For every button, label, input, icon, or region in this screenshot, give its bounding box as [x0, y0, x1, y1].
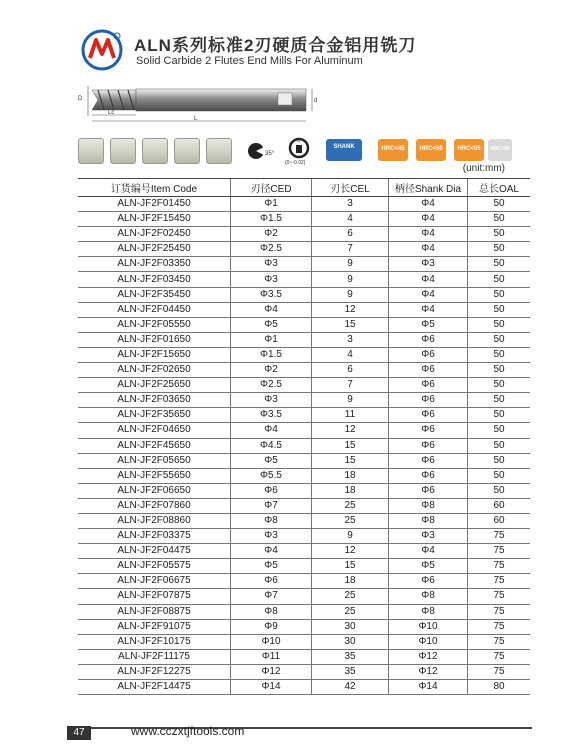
- cell-item-code: ALN-JF2F04475: [78, 544, 231, 559]
- side-milling-icon: [78, 138, 104, 164]
- table-row: [78, 664, 530, 679]
- cell-ced: Φ1: [231, 197, 312, 212]
- cell-shank-dia: Φ4: [389, 302, 468, 317]
- cell-item-code: ALN-JF2F03375: [78, 529, 231, 544]
- cell-item-code: ALN-JF2F35450: [78, 287, 231, 302]
- cell-oal: 50: [468, 408, 531, 423]
- cell-cel: 25: [312, 498, 389, 513]
- cell-oal: 75: [468, 604, 531, 619]
- cell-cel: 12: [312, 423, 389, 438]
- cell-shank-dia: Φ6: [389, 483, 468, 498]
- cell-oal: 50: [468, 378, 531, 393]
- cell-item-code: ALN-JF2F55650: [78, 468, 231, 483]
- cell-cel: 18: [312, 468, 389, 483]
- helix-angle-icon: [246, 138, 276, 164]
- cell-item-code: ALN-JF2F01650: [78, 332, 231, 347]
- cell-item-code: ALN-JF2F04450: [78, 302, 231, 317]
- cell-ced: Φ5: [231, 559, 312, 574]
- table-row: [78, 287, 530, 302]
- cell-shank-dia: Φ8: [389, 589, 468, 604]
- cell-item-code: ALN-JF2F05575: [78, 559, 231, 574]
- cell-ced: Φ11: [231, 649, 312, 664]
- cell-oal: 50: [468, 302, 531, 317]
- table-row: [78, 513, 530, 528]
- cell-ced: Φ3: [231, 529, 312, 544]
- cell-item-code: ALN-JF2F02650: [78, 363, 231, 378]
- cell-item-code: ALN-JF2F07860: [78, 498, 231, 513]
- cell-cel: 15: [312, 317, 389, 332]
- cell-shank-dia: Φ6: [389, 393, 468, 408]
- cell-cel: 18: [312, 483, 389, 498]
- cell-shank-dia: Φ4: [389, 544, 468, 559]
- cell-ced: Φ4: [231, 544, 312, 559]
- table-row: [78, 257, 530, 272]
- table-row: [78, 498, 530, 513]
- cell-item-code: ALN-JF2F05650: [78, 453, 231, 468]
- cell-oal: 50: [468, 197, 531, 212]
- cell-item-code: ALN-JF2F15650: [78, 347, 231, 362]
- cell-ced: Φ1: [231, 332, 312, 347]
- cell-ced: Φ3.5: [231, 408, 312, 423]
- cell-cel: 15: [312, 438, 389, 453]
- table-row: [78, 604, 530, 619]
- cell-ced: Φ4: [231, 302, 312, 317]
- cell-oal: 60: [468, 513, 531, 528]
- cell-ced: Φ14: [231, 680, 312, 695]
- cell-shank-dia: Φ4: [389, 287, 468, 302]
- oal-label: L: [194, 116, 198, 122]
- cell-oal: 60: [468, 498, 531, 513]
- svg-text:35°: 35°: [265, 151, 275, 157]
- cell-oal: 50: [468, 272, 531, 287]
- cell-oal: 75: [468, 559, 531, 574]
- cell-ced: Φ5: [231, 317, 312, 332]
- cell-ced: Φ1.5: [231, 347, 312, 362]
- cell-shank-dia: Φ6: [389, 468, 468, 483]
- cell-cel: 4: [312, 212, 389, 227]
- cell-shank-dia: Φ6: [389, 453, 468, 468]
- cell-cel: 15: [312, 453, 389, 468]
- cell-shank-dia: Φ10: [389, 634, 468, 649]
- cell-cel: 9: [312, 393, 389, 408]
- cell-oal: 50: [468, 212, 531, 227]
- cell-shank-dia: Φ4: [389, 212, 468, 227]
- table-row: [78, 197, 530, 212]
- cell-oal: 50: [468, 242, 531, 257]
- cell-shank-dia: Φ6: [389, 574, 468, 589]
- table-row: [78, 589, 530, 604]
- cell-shank-dia: Φ6: [389, 332, 468, 347]
- cell-shank-dia: Φ14: [389, 680, 468, 695]
- cell-cel: 9: [312, 257, 389, 272]
- cell-shank-dia: Φ3: [389, 529, 468, 544]
- table-row: [78, 332, 530, 347]
- cell-cel: 30: [312, 619, 389, 634]
- table-row: [78, 529, 530, 544]
- svg-text:d: d: [297, 138, 300, 144]
- cell-item-code: ALN-JF2F10175: [78, 634, 231, 649]
- cell-cel: 6: [312, 227, 389, 242]
- table-row: [78, 317, 530, 332]
- cell-item-code: ALN-JF2F35650: [78, 408, 231, 423]
- cell-ced: Φ8: [231, 604, 312, 619]
- cell-oal: 75: [468, 634, 531, 649]
- cell-shank-dia: Φ5: [389, 559, 468, 574]
- cell-cel: 12: [312, 302, 389, 317]
- table-row: [78, 227, 530, 242]
- table-row: [78, 408, 530, 423]
- cell-item-code: ALN-JF2F05550: [78, 317, 231, 332]
- page-subtitle: Solid Carbide 2 Flutes End Mills For Aluminum: [136, 55, 363, 67]
- cell-ced: Φ6: [231, 574, 312, 589]
- svg-text:HRC<50: HRC<50: [419, 146, 443, 152]
- cell-item-code: ALN-JF2F03350: [78, 257, 231, 272]
- table-row: [78, 680, 530, 695]
- shank-logo-mark: [278, 93, 292, 105]
- col-item-code: 订货编号Item Code: [78, 179, 231, 197]
- brand-logo: [80, 28, 124, 72]
- cell-item-code: ALN-JF2F07875: [78, 589, 231, 604]
- cell-oal: 50: [468, 363, 531, 378]
- cell-ced: Φ3: [231, 393, 312, 408]
- cell-ced: Φ12: [231, 664, 312, 679]
- cell-cel: 3: [312, 332, 389, 347]
- cell-shank-dia: Φ6: [389, 438, 468, 453]
- cell-shank-dia: Φ10: [389, 619, 468, 634]
- cell-cel: 25: [312, 604, 389, 619]
- table-row: [78, 272, 530, 287]
- cell-oal: 50: [468, 257, 531, 272]
- cell-oal: 80: [468, 680, 531, 695]
- shank-dia-label: d: [314, 98, 318, 104]
- cell-oal: 50: [468, 423, 531, 438]
- cell-shank-dia: Φ6: [389, 378, 468, 393]
- page-title: ALN系列标准2刃硬质合金铝用铣刀: [134, 36, 417, 55]
- table-row: [78, 242, 530, 257]
- cell-cel: 25: [312, 589, 389, 604]
- cell-ced: Φ3: [231, 257, 312, 272]
- ced-label: D: [78, 96, 83, 102]
- cel-label: Lc: [108, 110, 115, 116]
- cell-item-code: ALN-JF2F14475: [78, 680, 231, 695]
- cell-ced: Φ9: [231, 619, 312, 634]
- hrc-badges: [322, 137, 514, 165]
- cell-ced: Φ2.5: [231, 378, 312, 393]
- spec-table: [78, 178, 530, 695]
- cell-ced: Φ8: [231, 513, 312, 528]
- cell-oal: 75: [468, 664, 531, 679]
- cell-cel: 12: [312, 544, 389, 559]
- table-row: [78, 559, 530, 574]
- cell-shank-dia: Φ4: [389, 272, 468, 287]
- cell-oal: 75: [468, 649, 531, 664]
- pocket-milling-icon: [206, 138, 232, 164]
- cell-shank-dia: Φ5: [389, 317, 468, 332]
- svg-text:SHANK: SHANK: [333, 144, 355, 150]
- cell-cel: 42: [312, 680, 389, 695]
- cell-ced: Φ4.5: [231, 438, 312, 453]
- website-url: www.cczxtjftools.com: [131, 724, 245, 738]
- table-row: [78, 378, 530, 393]
- table-header-row: [78, 179, 530, 197]
- cell-cel: 6: [312, 363, 389, 378]
- cell-oal: 50: [468, 227, 531, 242]
- cell-item-code: ALN-JF2F04650: [78, 423, 231, 438]
- cell-item-code: ALN-JF2F03450: [78, 272, 231, 287]
- cell-cel: 3: [312, 197, 389, 212]
- spec-icons-row: [78, 136, 514, 166]
- cell-shank-dia: Φ12: [389, 649, 468, 664]
- svg-text:HRC<45: HRC<45: [381, 146, 405, 152]
- cell-oal: 50: [468, 438, 531, 453]
- cell-item-code: ALN-JF2F01450: [78, 197, 231, 212]
- unit-note: (unit:mm): [462, 163, 505, 174]
- cell-cel: 9: [312, 529, 389, 544]
- svg-text:HRC<60: HRC<60: [490, 146, 510, 152]
- col-ced: 刃径CED: [231, 179, 312, 197]
- table-row: [78, 483, 530, 498]
- cell-ced: Φ5.5: [231, 468, 312, 483]
- cell-shank-dia: Φ8: [389, 513, 468, 528]
- cell-shank-dia: Φ8: [389, 498, 468, 513]
- cell-cel: 9: [312, 272, 389, 287]
- cell-cel: 25: [312, 513, 389, 528]
- cell-oal: 75: [468, 544, 531, 559]
- cell-item-code: ALN-JF2F25650: [78, 378, 231, 393]
- cell-oal: 75: [468, 589, 531, 604]
- table-row: [78, 347, 530, 362]
- table-row: [78, 544, 530, 559]
- cell-oal: 75: [468, 574, 531, 589]
- cell-oal: 50: [468, 468, 531, 483]
- cell-ced: Φ2: [231, 227, 312, 242]
- cell-item-code: ALN-JF2F15450: [78, 212, 231, 227]
- cell-oal: 50: [468, 453, 531, 468]
- cell-oal: 50: [468, 393, 531, 408]
- svg-text:(0~-0.02): (0~-0.02): [285, 160, 306, 166]
- cell-item-code: ALN-JF2F02450: [78, 227, 231, 242]
- cell-shank-dia: Φ6: [389, 363, 468, 378]
- cell-shank-dia: Φ4: [389, 242, 468, 257]
- table-row: [78, 212, 530, 227]
- table-row: [78, 619, 530, 634]
- end-mill-drawing: [74, 82, 330, 124]
- cell-item-code: ALN-JF2F08860: [78, 513, 231, 528]
- table-row: [78, 574, 530, 589]
- cell-ced: Φ7: [231, 498, 312, 513]
- table-row: [78, 423, 530, 438]
- table-row: [78, 363, 530, 378]
- slot-milling-icon: [110, 138, 136, 164]
- table-row: [78, 468, 530, 483]
- svg-text:HRC<55: HRC<55: [457, 146, 481, 152]
- cell-cel: 7: [312, 242, 389, 257]
- cell-ced: Φ4: [231, 423, 312, 438]
- table-row: [78, 302, 530, 317]
- cell-cel: 35: [312, 664, 389, 679]
- cell-cel: 15: [312, 559, 389, 574]
- cell-shank-dia: Φ6: [389, 423, 468, 438]
- cell-ced: Φ6: [231, 483, 312, 498]
- cell-shank-dia: Φ4: [389, 197, 468, 212]
- cell-shank-dia: Φ6: [389, 347, 468, 362]
- cell-shank-dia: Φ6: [389, 408, 468, 423]
- cell-oal: 75: [468, 619, 531, 634]
- cell-item-code: ALN-JF2F25450: [78, 242, 231, 257]
- cell-ced: Φ3.5: [231, 287, 312, 302]
- col-shank-dia: 柄径Shank Dia: [389, 179, 468, 197]
- cell-oal: 50: [468, 317, 531, 332]
- table-row: [78, 634, 530, 649]
- page-number: 47: [67, 726, 91, 740]
- cell-ced: Φ5: [231, 453, 312, 468]
- cell-cel: 7: [312, 378, 389, 393]
- cell-ced: Φ3: [231, 272, 312, 287]
- cell-oal: 75: [468, 529, 531, 544]
- table-row: [78, 393, 530, 408]
- cell-item-code: ALN-JF2F06675: [78, 574, 231, 589]
- cell-item-code: ALN-JF2F91075: [78, 619, 231, 634]
- cell-item-code: ALN-JF2F45650: [78, 438, 231, 453]
- face-milling-icon: [142, 138, 168, 164]
- cell-item-code: ALN-JF2F11175: [78, 649, 231, 664]
- cell-cel: 11: [312, 408, 389, 423]
- cell-ced: Φ1.5: [231, 212, 312, 227]
- tolerance-icon: [282, 136, 316, 166]
- cell-ced: Φ2.5: [231, 242, 312, 257]
- cell-item-code: ALN-JF2F06650: [78, 483, 231, 498]
- table-row: [78, 453, 530, 468]
- col-oal: 总长OAL: [468, 179, 531, 197]
- cell-item-code: ALN-JF2F12275: [78, 664, 231, 679]
- cell-item-code: ALN-JF2F03650: [78, 393, 231, 408]
- cell-oal: 50: [468, 332, 531, 347]
- cell-oal: 50: [468, 347, 531, 362]
- cell-cel: 4: [312, 347, 389, 362]
- cell-cel: 9: [312, 287, 389, 302]
- cell-ced: Φ2: [231, 363, 312, 378]
- cell-oal: 50: [468, 483, 531, 498]
- cell-cel: 18: [312, 574, 389, 589]
- cell-item-code: ALN-JF2F08875: [78, 604, 231, 619]
- col-cel: 刃长CEL: [312, 179, 389, 197]
- cell-oal: 50: [468, 287, 531, 302]
- cell-ced: Φ7: [231, 589, 312, 604]
- cell-cel: 30: [312, 634, 389, 649]
- profile-milling-icon: [174, 138, 200, 164]
- cell-shank-dia: Φ12: [389, 664, 468, 679]
- cell-cel: 35: [312, 649, 389, 664]
- cell-shank-dia: Φ3: [389, 257, 468, 272]
- cell-shank-dia: Φ8: [389, 604, 468, 619]
- table-row: [78, 649, 530, 664]
- cell-shank-dia: Φ4: [389, 227, 468, 242]
- cell-ced: Φ10: [231, 634, 312, 649]
- table-row: [78, 438, 530, 453]
